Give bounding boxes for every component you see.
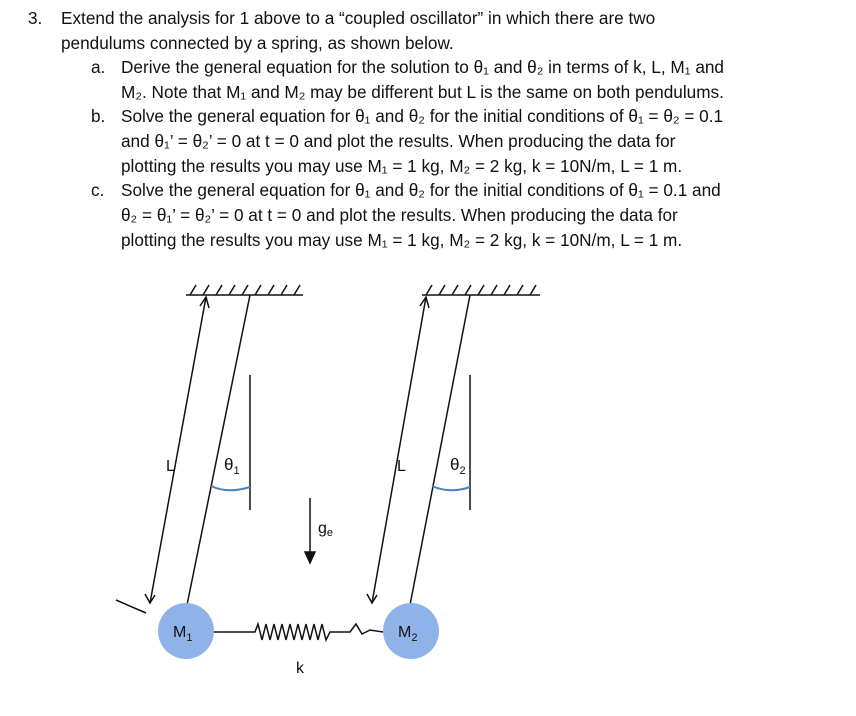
part-c-line-2: θ₂ = θ₁’ = θ₂’ = 0 at t = 0 and plot the results. When producing the data for: [121, 205, 678, 225]
theta2-base: θ: [450, 455, 460, 474]
mass-2-base: M: [398, 624, 412, 641]
gravity-arrow: [305, 498, 315, 563]
gravity-base: g: [318, 520, 327, 537]
part-a-line-2: M₂. Note that M₁ and M₂ may be different but L is the same on both pendulums.: [121, 82, 724, 102]
gravity-label: [318, 520, 333, 539]
spring-constant-label: k: [296, 660, 304, 677]
mass-1-base: M: [173, 624, 187, 641]
left-ceiling-support: [186, 285, 303, 295]
left-pendulum-rod: [187, 295, 250, 605]
part-b-letter: b.: [91, 106, 106, 126]
gravity-sub: e: [326, 527, 334, 539]
part-b-line-3: plotting the results you may use M₁ = 1 kg, M₂ = 2 kg, k = 10N/m, L = 1 m.: [121, 156, 683, 176]
right-ceiling-support: [422, 285, 540, 295]
theta2-sub: 2: [459, 465, 466, 477]
problem-number: 3.: [28, 8, 43, 28]
length-label-left: L: [166, 458, 175, 475]
part-a-line-1: Derive the general equation for the solution to θ₁ and θ₂ in terms of k, L, M₁ and: [121, 57, 724, 77]
intro-line-2: pendulums connected by a spring, as shown below.: [61, 33, 454, 53]
part-c-line-3: plotting the results you may use M₁ = 1 kg, M₂ = 2 kg, k = 10N/m, L = 1 m.: [121, 230, 683, 250]
theta2-label: [450, 455, 466, 477]
length-label-right: L: [397, 458, 406, 475]
mass-1-sub: 1: [186, 632, 193, 644]
part-b-line-1: Solve the general equation for θ₁ and θ₂ for the initial conditions of θ₁ = θ₂ = 0.1: [121, 106, 724, 126]
intro-line-1: Extend the analysis for 1 above to a “coupled oscillator” in which there are two: [61, 8, 656, 28]
theta1-base: θ: [224, 455, 234, 474]
theta1-label: [224, 455, 240, 477]
mass-2-sub: 2: [411, 632, 418, 644]
right-pendulum-rod: [410, 295, 470, 605]
theta2-angle-arc: [432, 486, 470, 490]
part-a-letter: a.: [91, 57, 106, 77]
theta1-sub: 1: [233, 465, 240, 477]
part-c-line-1: Solve the general equation for θ₁ and θ₂ for the initial conditions of θ₁ = 0.1 and: [121, 180, 721, 200]
part-c-letter: c.: [91, 180, 105, 200]
spring: [213, 624, 383, 640]
theta1-angle-arc: [211, 486, 250, 490]
part-b-line-2: and θ₁’ = θ₂’ = 0 at t = 0 and plot the results. When producing the data for: [121, 131, 676, 151]
